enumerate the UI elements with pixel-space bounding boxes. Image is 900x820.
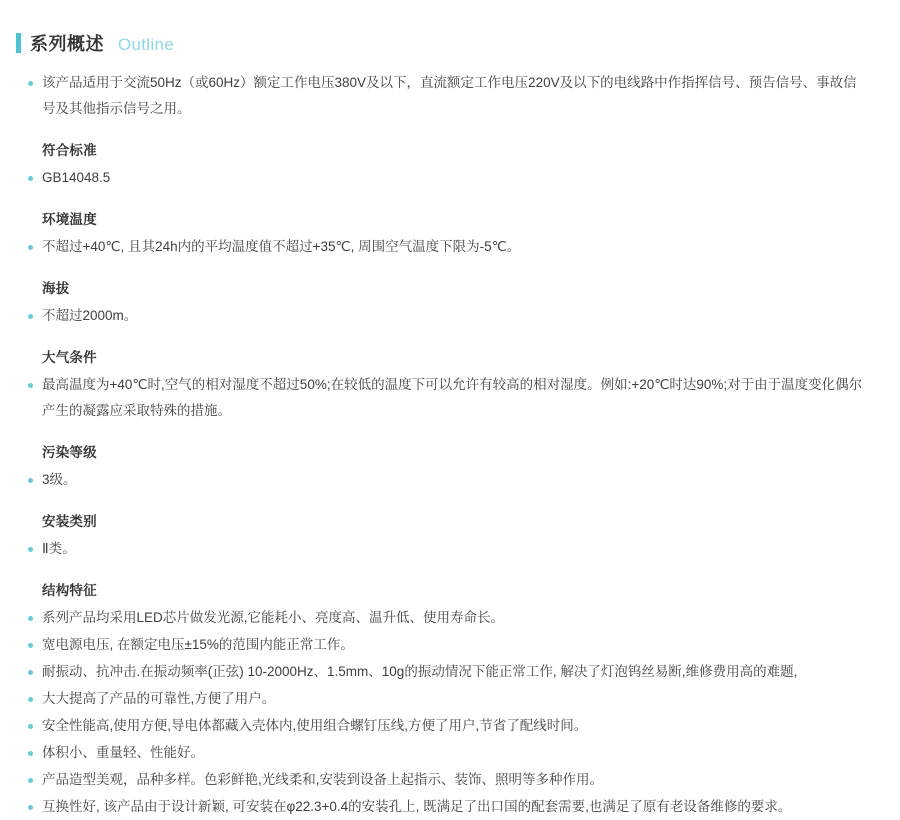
accent-bar-icon <box>16 33 21 53</box>
list-item: Ⅱ类。 <box>26 536 870 562</box>
section-ambient-temperature <box>26 208 870 260</box>
section-compliance <box>26 139 870 191</box>
section-title: 结构特征 <box>42 583 97 598</box>
section-list <box>26 536 870 562</box>
list-item: 互换性好, 该产品由于设计新颖, 可安装在φ22.3+0.4的安装孔上, 既满足了出口国的配套需要,也满足了原有老设备维修的要求。 <box>26 794 870 820</box>
list-item: 不超过2000m。 <box>26 303 870 329</box>
list-item: 大大提高了产品的可靠性,方便了用户。 <box>26 686 870 712</box>
section-structural-features <box>26 579 870 820</box>
section-list <box>26 467 870 493</box>
list-item: 产品造型美观，品种多样。色彩鲜艳,光线柔和,安装到设备上起指示、装饰、照明等多种作用。 <box>26 767 870 793</box>
section-list <box>26 303 870 329</box>
section-title: 环境温度 <box>42 212 97 227</box>
section-title: 符合标准 <box>42 143 97 158</box>
list-item: 不超过+40℃, 且其24h内的平均温度值不超过+35℃, 周围空气温度下限为-5℃。 <box>26 234 870 260</box>
list-item: 耐振动、抗冲击.在振动频率(正弦) 10-2000Hz、1.5mm、10g的振动情况下能正常工作, 解决了灯泡钨丝易断,维修费用高的难题, <box>26 659 870 685</box>
content-body <box>26 70 870 820</box>
section-list <box>26 234 870 260</box>
section-installation-category <box>26 510 870 562</box>
page-title: 系列概述 <box>30 34 104 54</box>
list-item: 宽电源电压, 在额定电压±15%的范围内能正常工作。 <box>26 632 870 658</box>
section-list <box>26 605 870 820</box>
section-list <box>26 165 870 191</box>
section-list <box>26 372 870 424</box>
section-title: 污染等级 <box>42 445 97 460</box>
list-item: 最高温度为+40℃时,空气的相对湿度不超过50%;在较低的温度下可以允许有较高的相对湿度。例如:+20℃时达90%;对于由于温度变化偶尔产生的凝露应采取特殊的措施。 <box>26 372 870 424</box>
section-pollution-degree <box>26 441 870 493</box>
page-subtitle: Outline <box>118 35 174 54</box>
list-item: 系列产品均采用LED芯片做发光源,它能耗小、亮度高、温升低、使用寿命长。 <box>26 605 870 631</box>
section-header <box>16 30 870 56</box>
section-atmospheric-conditions <box>26 346 870 424</box>
section-title: 安装类别 <box>42 514 97 529</box>
intro-list <box>26 70 870 122</box>
section-title: 大气条件 <box>42 350 97 365</box>
list-item: GB14048.5 <box>26 165 870 191</box>
list-item: 3级。 <box>26 467 870 493</box>
list-item: 该产品适用于交流50Hz（或60Hz）额定工作电压380V及以下，直流额定工作电压220V及以下的电线路中作指挥信号、预告信号、事故信号及其他指示信号之用。 <box>26 70 870 122</box>
section-title: 海拔 <box>42 281 70 296</box>
section-altitude <box>26 277 870 329</box>
list-item: 体积小、重量轻、性能好。 <box>26 740 870 766</box>
list-item: 安全性能高,使用方便,导电体都藏入壳体内,使用组合螺钉压线,方便了用户,节省了配线时间。 <box>26 713 870 739</box>
